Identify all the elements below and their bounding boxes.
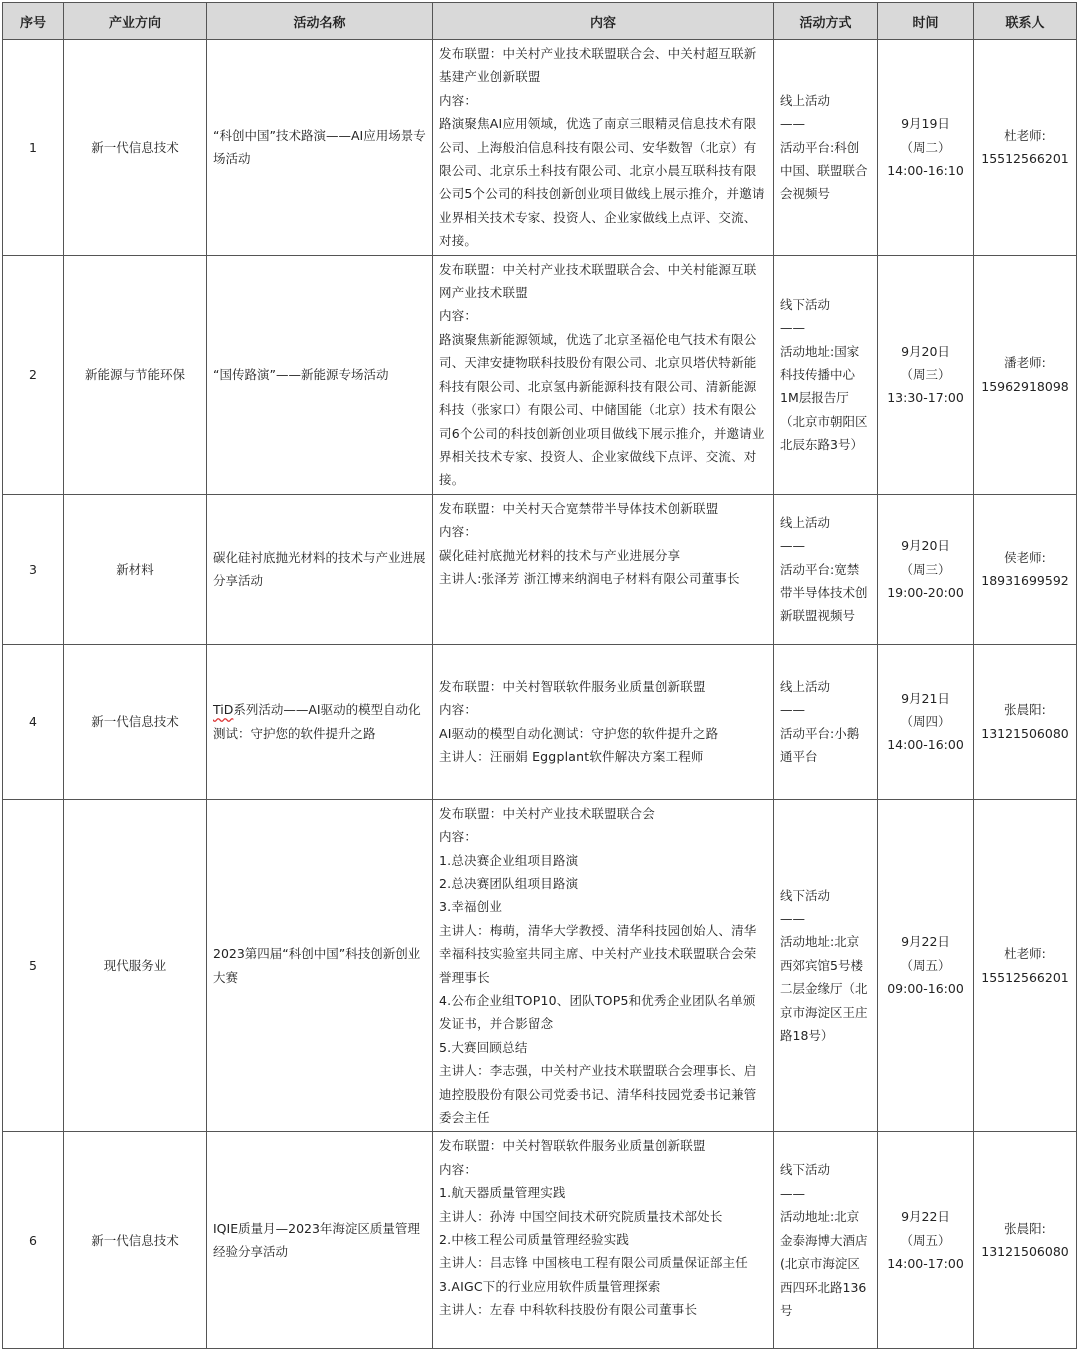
row-time: 9月21日 （周四） 14:00-16:00	[878, 644, 974, 799]
row-contact: 侯老师: 18931699592	[974, 494, 1077, 644]
row-content: 发布联盟：中关村产业技术联盟联合会、中关村超互联新基建产业创新联盟 内容： 路演聚焦AI应用领域，优选了南京三眼精灵信息技术有限公司、上海般泊信息科技有限公司、安华数智（北京）有限公司、北京乐土科技有限公司、北京小晨互联科技有限公司5个公司的科技创新创业项目做线上展示推介，并邀请业界相关技术专家、投资人、企业家做线上点评、交流、对接。	[433, 40, 774, 256]
header-contact: 联系人	[974, 3, 1077, 40]
row-no: 1	[3, 40, 64, 256]
row-contact: 杜老师: 15512566201	[974, 40, 1077, 256]
tid-label: TiD	[213, 702, 234, 718]
row-time: 9月22日 （周五） 09:00-16:00	[878, 799, 974, 1132]
activity-table-container	[2, 2, 1076, 1349]
row-industry: 新一代信息技术	[64, 1132, 207, 1349]
row-time: 9月22日 （周五） 14:00-17:00	[878, 1132, 974, 1349]
table-row	[3, 40, 1077, 256]
activity-name-rest: 系列活动——AI驱动的模型自动化测试：守护您的软件提升之路	[213, 702, 421, 741]
row-content: 发布联盟：中关村天合宽禁带半导体技术创新联盟 内容： 碳化硅衬底抛光材料的技术与产业进展分享 主讲人:张泽芳 浙江博来纳润电子材料有限公司董事长	[433, 494, 774, 644]
row-no: 3	[3, 494, 64, 644]
header-time: 时间	[878, 3, 974, 40]
table-header-row	[3, 3, 1077, 40]
row-activity-name: 2023第四届“科创中国”科技创新创业大赛	[207, 799, 433, 1132]
row-content: 发布联盟：中关村产业技术联盟联合会 内容： 1.总决赛企业组项目路演 2.总决赛团队组项目路演 3.幸福创业 主讲人：梅萌，清华大学教授、清华科技园创始人、清华幸福科技实验室共同主席、中关村产业技术联盟联合会荣誉理事长 4.公布企业组TOP10、团队TOP5和优秀企业团队名单颁发证书，并合影留念 5.大赛回顾总结 主讲人：李志强，中关村产业技术联盟联合会理事长、启迪控股股份有限公司党委书记、清华科技园党委书记兼管委会主任	[433, 799, 774, 1132]
row-activity-name: IQIE质量月—2023年海淀区质量管理经验分享活动	[207, 1132, 433, 1349]
header-industry: 产业方向	[64, 3, 207, 40]
row-mode: 线上活动 —— 活动平台:宽禁带半导体技术创新联盟视频号	[774, 494, 878, 644]
row-no: 2	[3, 255, 64, 494]
header-content: 内容	[433, 3, 774, 40]
row-content: 发布联盟：中关村产业技术联盟联合会、中关村能源互联网产业技术联盟 内容： 路演聚焦新能源领域，优选了北京圣福伦电气技术有限公司、天津安捷物联科技股份有限公司、北京贝塔伏特新能科技有限公司、北京氢冉新能源科技有限公司、清新能源科技（张家口）有限公司、中储国能（北京）技术有限公司6个公司的科技创新创业项目做线下展示推介，并邀请业界相关技术专家、投资人、企业家做线下点评、交流、对接。	[433, 255, 774, 494]
table-row	[3, 494, 1077, 644]
row-no: 4	[3, 644, 64, 799]
row-mode: 线下活动 —— 活动地址:北京西郊宾馆5号楼二层金缘厅（北京市海淀区王庄路18号）	[774, 799, 878, 1132]
row-activity-name: “国传路演”——新能源专场活动	[207, 255, 433, 494]
row-industry: 新一代信息技术	[64, 40, 207, 256]
table-row	[3, 1132, 1077, 1349]
table-row	[3, 255, 1077, 494]
row-mode: 线上活动 —— 活动平台:科创中国、联盟联合会视频号	[774, 40, 878, 256]
row-activity-name: 碳化硅衬底抛光材料的技术与产业进展分享活动	[207, 494, 433, 644]
row-contact: 张晨阳: 13121506080	[974, 644, 1077, 799]
row-contact: 张晨阳: 13121506080	[974, 1132, 1077, 1349]
row-mode: 线上活动 —— 活动平台:小鹅通平台	[774, 644, 878, 799]
row-activity-name: “科创中国”技术路演——AI应用场景专场活动	[207, 40, 433, 256]
row-activity-name	[207, 644, 433, 799]
header-mode: 活动方式	[774, 3, 878, 40]
table-row	[3, 799, 1077, 1132]
row-industry: 新材料	[64, 494, 207, 644]
header-no: 序号	[3, 3, 64, 40]
row-content: 发布联盟：中关村智联软件服务业质量创新联盟 内容： 1.航天器质量管理实践 主讲人：孙涛 中国空间技术研究院质量技术部处长 2.中核工程公司质量管理经验实践 主讲人：吕志锋 中国核电工程有限公司质量保证部主任 3.AIGC下的行业应用软件质量管理探索 主讲人：左春 中科软科技股份有限公司董事长	[433, 1132, 774, 1349]
row-time: 9月20日 （周三） 13:30-17:00	[878, 255, 974, 494]
row-contact: 杜老师: 15512566201	[974, 799, 1077, 1132]
row-time: 9月19日 （周二） 14:00-16:10	[878, 40, 974, 256]
row-contact: 潘老师: 15962918098	[974, 255, 1077, 494]
row-content: 发布联盟：中关村智联软件服务业质量创新联盟 内容： AI驱动的模型自动化测试：守护您的软件提升之路 主讲人：汪丽娟 Eggplant软件解决方案工程师	[433, 644, 774, 799]
row-no: 6	[3, 1132, 64, 1349]
row-industry: 新能源与节能环保	[64, 255, 207, 494]
row-no: 5	[3, 799, 64, 1132]
row-time: 9月20日 （周三） 19:00-20:00	[878, 494, 974, 644]
row-industry: 现代服务业	[64, 799, 207, 1132]
row-mode: 线下活动 —— 活动地址:北京金泰海博大酒店(北京市海淀区西四环北路136号	[774, 1132, 878, 1349]
activity-table	[2, 2, 1077, 1349]
row-mode: 线下活动 —— 活动地址:国家科技传播中心1M层报告厅（北京市朝阳区北辰东路3号）	[774, 255, 878, 494]
row-industry: 新一代信息技术	[64, 644, 207, 799]
table-row	[3, 644, 1077, 799]
header-activity-name: 活动名称	[207, 3, 433, 40]
